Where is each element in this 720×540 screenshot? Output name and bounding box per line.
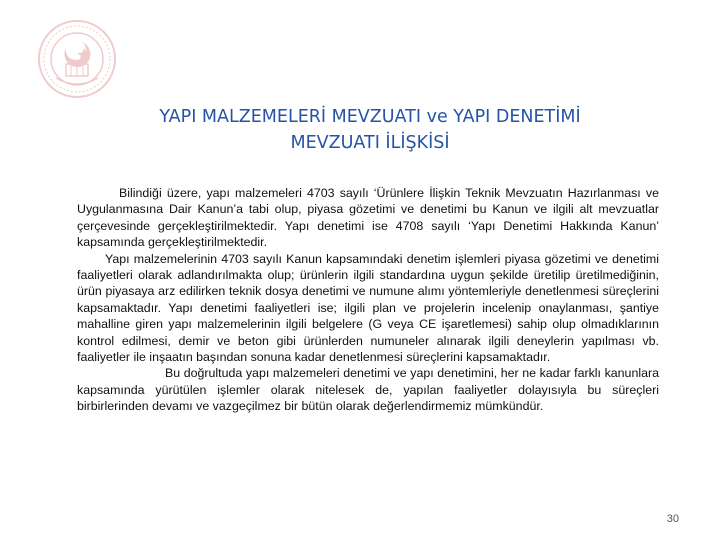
paragraph-1: Bilindiği üzere, yapı malzemeleri 4703 sayılı ‘Ürünlere İlişkin Teknik Mevzuatın Hazırlanması ve Uygulanmasına Dair Kanun’a tabi olup, piyasa gözetimi ve denetimi bu Kanun ve ilgili alt mevzuatlar çerçevesinde gerçekleştirilmektedir. Yapı denetimi ise 4708 sayılı ‘Yapı Denetimi Hakkında Kanun’ kapsamında gerçekleştirilmektedir. [77, 186, 659, 250]
paragraph-3: Bu doğrultuda yapı malzemeleri denetimi ve yapı denetimini, her ne kadar farklı kanunlara kapsamında yürütülen işlemler olarak nitelesek de, yapılan faaliyetler dolayısıyla bu süreçleri birbirlerinden devamı ve vazgeçilmez bir bütün olarak değerlendirmemiz mümkündür. [77, 366, 659, 414]
paragraph-2: Yapı malzemelerinin 4703 sayılı Kanun kapsamındaki denetim işlemleri piyasa gözetimi ve denetimi faaliyetleri olarak adlandırılmakta olup; ürünlerin ilgili standardına uygun şekilde üretilip üretilmediğinin, ürün piyasaya arz edilirken teknik dosya denetimi ve numune alımı yöntemleriyle denetlenmesi süreçlerini kapsamaktadır. Yapı denetimi faaliyetleri ise; ilgili plan ve projelerin incelenip onaylanması, şantiye mahalline giren yapı malzemelerinin ilgili belgelere (G veya CE işaretlemesi) sahip olup olmadıklarının kontrol edilmesi, demir ve beton gibi ürünlerden numuneler alınarak ilgili deneylerin yapılması vb. faaliyetler ile inşaatın başından sonuna kadar denetlenmesi süreçlerini kapsamaktadır. [77, 251, 659, 365]
slide-title [100, 104, 640, 156]
slide-title-line-2: MEVZUATI İLİŞKİSİ [290, 133, 450, 153]
slide-title-line-1: YAPI MALZEMELERİ MEVZUATI ve YAPI DENETİMİ [159, 107, 581, 127]
ministry-emblem-icon [36, 18, 118, 100]
slide-body [77, 185, 659, 415]
page-number: 30 [666, 513, 679, 525]
